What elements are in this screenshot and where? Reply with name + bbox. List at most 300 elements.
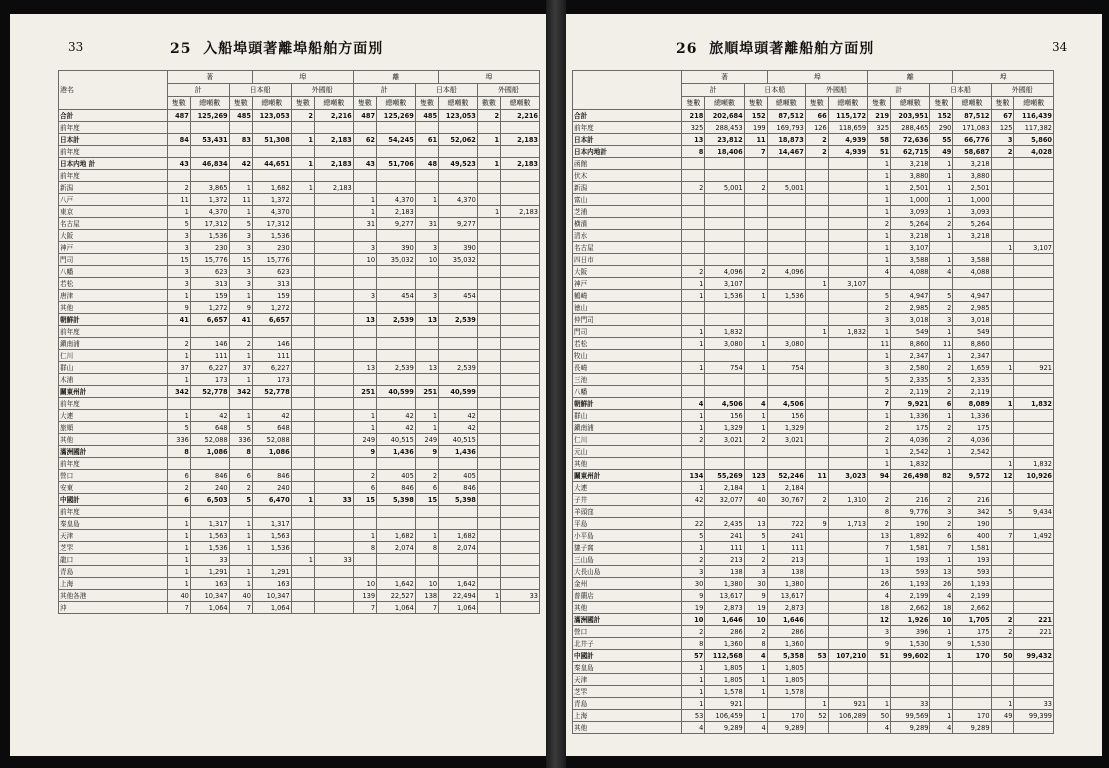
- table-cell: 921: [1014, 362, 1054, 374]
- row-label: 貔子窩: [573, 542, 682, 554]
- table-cell: [1014, 554, 1054, 566]
- group-header: 離: [868, 71, 953, 84]
- table-cell: [682, 506, 705, 518]
- table-cell: 2: [868, 302, 891, 314]
- table-cell: [377, 398, 416, 410]
- table-cell: [314, 338, 353, 350]
- table-row: [573, 242, 1054, 254]
- table-cell: [314, 566, 353, 578]
- table-cell: 18: [930, 602, 953, 614]
- table-cell: 33: [190, 554, 229, 566]
- table-cell: [805, 542, 828, 554]
- table-cell: 1: [167, 350, 190, 362]
- table-cell: 1: [744, 674, 767, 686]
- table-cell: [314, 302, 353, 314]
- table-cell: 2: [805, 494, 828, 506]
- row-label: 其他: [573, 602, 682, 614]
- table-cell: 2: [682, 182, 705, 194]
- table-cell: [991, 686, 1014, 698]
- table-row: [59, 350, 540, 362]
- table-number: 25: [170, 41, 192, 57]
- table-cell: 7: [415, 602, 438, 614]
- table-cell: [167, 122, 190, 134]
- table-title-text: 旅順埠頭著離船舶方面別: [709, 41, 875, 57]
- table-cell: [767, 350, 805, 362]
- table-cell: [805, 506, 828, 518]
- table-cell: 12: [991, 470, 1014, 482]
- table-row: [59, 362, 540, 374]
- table-cell: [415, 170, 438, 182]
- table-cell: 241: [705, 530, 744, 542]
- table-cell: [477, 410, 500, 422]
- table-cell: 2: [167, 482, 190, 494]
- table-cell: [828, 722, 867, 734]
- table-cell: 3: [415, 242, 438, 254]
- row-label: 大連: [573, 482, 682, 494]
- column-header: 總噸數: [252, 97, 291, 110]
- table-cell: 1,536: [767, 290, 805, 302]
- table-cell: 1,926: [891, 614, 930, 626]
- table-row: [573, 506, 1054, 518]
- table-cell: [377, 230, 416, 242]
- table-cell: [415, 182, 438, 194]
- table-cell: 1: [353, 530, 376, 542]
- table-cell: 40,599: [377, 386, 416, 398]
- table-cell: 3: [930, 506, 953, 518]
- table-row: [573, 302, 1054, 314]
- table-cell: 52,088: [252, 434, 291, 446]
- row-label: 滿洲國計: [573, 614, 682, 626]
- table-cell: [291, 506, 314, 518]
- table-cell: [353, 554, 376, 566]
- table-cell: 1: [930, 410, 953, 422]
- table-cell: 3: [744, 566, 767, 578]
- table-cell: [1014, 602, 1054, 614]
- table-cell: 1: [477, 590, 500, 602]
- table-cell: [1014, 446, 1054, 458]
- table-cell: 2: [682, 434, 705, 446]
- table-title-text: 入船埠頭著離埠船舶方面別: [203, 41, 384, 57]
- row-label: 芝浦: [573, 206, 682, 218]
- table-cell: [682, 374, 705, 386]
- table-cell: [828, 638, 867, 650]
- table-cell: [353, 278, 376, 290]
- table-cell: 146: [252, 338, 291, 350]
- table-cell: [991, 338, 1014, 350]
- table-cell: [291, 578, 314, 590]
- table-cell: 2: [744, 434, 767, 446]
- table-cell: 3: [868, 362, 891, 374]
- table-cell: [314, 194, 353, 206]
- table-cell: [805, 242, 828, 254]
- table-cell: [705, 314, 744, 326]
- table-cell: 1,892: [891, 530, 930, 542]
- table-cell: [190, 146, 229, 158]
- column-header: 總噸數: [891, 97, 930, 110]
- table-cell: 15,776: [252, 254, 291, 266]
- table-cell: 99,399: [1014, 710, 1054, 722]
- column-header: 隻數: [868, 97, 891, 110]
- table-cell: 99,569: [891, 710, 930, 722]
- table-cell: 1: [353, 194, 376, 206]
- row-label: 秦皇島: [59, 518, 168, 530]
- table-cell: 11: [229, 194, 252, 206]
- page-number: 34: [1052, 40, 1068, 54]
- table-cell: 2: [868, 422, 891, 434]
- table-cell: [353, 518, 376, 530]
- table-cell: 240: [252, 482, 291, 494]
- table-cell: 22,494: [439, 590, 478, 602]
- table-cell: 216: [953, 494, 991, 506]
- table-cell: 3,880: [891, 170, 930, 182]
- table-cell: 1: [167, 518, 190, 530]
- table-cell: [477, 482, 500, 494]
- table-cell: [477, 554, 500, 566]
- table-cell: 2: [291, 110, 314, 122]
- table-cell: [314, 314, 353, 326]
- column-header: 隻數: [415, 97, 438, 110]
- table-row: [59, 314, 540, 326]
- table-cell: 2: [415, 470, 438, 482]
- table-cell: 163: [190, 578, 229, 590]
- table-cell: 57: [682, 650, 705, 662]
- table-cell: 3: [868, 314, 891, 326]
- table-row: [59, 602, 540, 614]
- table-cell: 1: [868, 242, 891, 254]
- table-cell: 138: [415, 590, 438, 602]
- table-row: [59, 434, 540, 446]
- table-row: [573, 338, 1054, 350]
- table-row: [573, 362, 1054, 374]
- table-cell: 3,023: [828, 470, 867, 482]
- table-cell: 1,372: [190, 194, 229, 206]
- table-cell: [682, 206, 705, 218]
- table-cell: 40,599: [439, 386, 478, 398]
- table-cell: 159: [252, 290, 291, 302]
- table-cell: 1,317: [252, 518, 291, 530]
- table-cell: [828, 530, 867, 542]
- subgroup-header: 日本船: [415, 84, 477, 97]
- table-cell: 52,778: [252, 386, 291, 398]
- table-cell: [291, 302, 314, 314]
- table-cell: [501, 470, 540, 482]
- table-cell: 163: [252, 578, 291, 590]
- table-cell: 193: [891, 554, 930, 566]
- table-cell: 3: [229, 278, 252, 290]
- table-cell: 13: [415, 362, 438, 374]
- table-cell: 2,347: [891, 350, 930, 362]
- table-cell: 485: [229, 110, 252, 122]
- table-cell: [991, 674, 1014, 686]
- table-cell: [805, 602, 828, 614]
- table-cell: [477, 458, 500, 470]
- column-header: 總噸數: [767, 97, 805, 110]
- table-cell: 123,053: [252, 110, 291, 122]
- table-cell: 846: [252, 470, 291, 482]
- table-cell: [1014, 422, 1054, 434]
- table-cell: [477, 266, 500, 278]
- table-cell: 112,568: [705, 650, 744, 662]
- subgroup-header: 外國船: [477, 84, 539, 97]
- table-cell: [314, 398, 353, 410]
- table-cell: 1,317: [190, 518, 229, 530]
- table-cell: 31: [415, 218, 438, 230]
- table-cell: 9: [805, 518, 828, 530]
- table-cell: [415, 506, 438, 518]
- table-cell: [477, 422, 500, 434]
- group-header: 埠: [767, 71, 868, 84]
- table-cell: [291, 194, 314, 206]
- table-cell: [805, 194, 828, 206]
- table-cell: 9,572: [953, 470, 991, 482]
- table-cell: [828, 386, 867, 398]
- table-cell: 4,947: [891, 290, 930, 302]
- table-cell: 1,705: [953, 614, 991, 626]
- table-cell: [805, 158, 828, 170]
- table-cell: 1: [229, 542, 252, 554]
- table-cell: 4: [930, 266, 953, 278]
- table-cell: 111: [190, 350, 229, 362]
- table-row: [59, 122, 540, 134]
- table-cell: 13: [868, 566, 891, 578]
- table-cell: 22,527: [377, 590, 416, 602]
- table-cell: [501, 554, 540, 566]
- table-cell: 190: [953, 518, 991, 530]
- table-cell: [705, 374, 744, 386]
- table-cell: [353, 458, 376, 470]
- table-cell: [767, 278, 805, 290]
- table-cell: 2: [930, 386, 953, 398]
- table-cell: 5: [930, 290, 953, 302]
- table-cell: 1,581: [953, 542, 991, 554]
- table-cell: [477, 230, 500, 242]
- table-cell: 1: [682, 422, 705, 434]
- table-cell: 49: [930, 146, 953, 158]
- row-label: 伏木: [573, 170, 682, 182]
- table-cell: 623: [190, 266, 229, 278]
- table-cell: [805, 458, 828, 470]
- table-cell: 193: [953, 554, 991, 566]
- table-cell: 1: [930, 350, 953, 362]
- table-cell: [291, 566, 314, 578]
- table-cell: 648: [252, 422, 291, 434]
- table-cell: 1: [930, 710, 953, 722]
- table-cell: 10: [744, 614, 767, 626]
- table-cell: 1: [682, 698, 705, 710]
- table-cell: [439, 398, 478, 410]
- table-cell: [744, 446, 767, 458]
- table-cell: [353, 146, 376, 158]
- row-label: 鎭南浦: [573, 422, 682, 434]
- table-cell: 40,515: [439, 434, 478, 446]
- table-cell: 3,021: [705, 434, 744, 446]
- table-row: [59, 182, 540, 194]
- left-page: [10, 14, 546, 756]
- table-cell: 30: [744, 578, 767, 590]
- table-cell: [991, 518, 1014, 530]
- table-cell: 2,335: [953, 374, 991, 386]
- table-cell: [501, 542, 540, 554]
- table-cell: 8,089: [953, 398, 991, 410]
- column-header: 總噸數: [501, 97, 540, 110]
- table-cell: [377, 554, 416, 566]
- table-cell: [291, 434, 314, 446]
- table-cell: [252, 398, 291, 410]
- table-cell: [805, 722, 828, 734]
- table-cell: 117,382: [1014, 122, 1054, 134]
- table-cell: [868, 674, 891, 686]
- table-cell: 1: [930, 326, 953, 338]
- table-row: [573, 170, 1054, 182]
- table-cell: [291, 314, 314, 326]
- table-cell: [767, 194, 805, 206]
- table-cell: [314, 422, 353, 434]
- table-cell: 10,347: [190, 590, 229, 602]
- table-cell: 2,435: [705, 518, 744, 530]
- table-cell: 1: [167, 542, 190, 554]
- table-cell: [439, 278, 478, 290]
- table-cell: 6: [229, 470, 252, 482]
- table-cell: [682, 218, 705, 230]
- table-cell: [477, 494, 500, 506]
- row-label: 徳山: [573, 302, 682, 314]
- table-cell: 2,183: [314, 158, 353, 170]
- row-label: 其他: [59, 302, 168, 314]
- table-cell: 4,939: [828, 134, 867, 146]
- table-cell: 1: [805, 698, 828, 710]
- table-cell: [477, 242, 500, 254]
- table-cell: [805, 230, 828, 242]
- row-label: 門司: [573, 326, 682, 338]
- table-cell: 6: [353, 482, 376, 494]
- table-cell: 87,512: [953, 110, 991, 122]
- table-cell: 1: [229, 182, 252, 194]
- table-row: [573, 578, 1054, 590]
- table-row: [59, 542, 540, 554]
- table-cell: 1,682: [439, 530, 478, 542]
- table-cell: 3,018: [891, 314, 930, 326]
- table-cell: 342: [167, 386, 190, 398]
- table-cell: [353, 182, 376, 194]
- table-cell: [991, 494, 1014, 506]
- row-label: 日本計: [59, 134, 168, 146]
- table-cell: 623: [252, 266, 291, 278]
- subgroup-header: 外國船: [291, 84, 353, 97]
- table-cell: 6,470: [252, 494, 291, 506]
- table-cell: [501, 446, 540, 458]
- table-cell: 4,506: [705, 398, 744, 410]
- table-row: [573, 386, 1054, 398]
- table-cell: 2: [167, 338, 190, 350]
- table-cell: 3,865: [190, 182, 229, 194]
- table-cell: 40: [167, 590, 190, 602]
- table-cell: 1: [868, 698, 891, 710]
- table-cell: 5: [868, 290, 891, 302]
- table-cell: 1: [477, 158, 500, 170]
- table-cell: 1: [229, 578, 252, 590]
- table-cell: 1: [682, 542, 705, 554]
- subgroup-header: 計: [167, 84, 229, 97]
- table-cell: 49: [991, 710, 1014, 722]
- table-cell: [477, 578, 500, 590]
- table-row: [59, 326, 540, 338]
- table-cell: [291, 146, 314, 158]
- table-cell: [767, 242, 805, 254]
- table-row: [573, 398, 1054, 410]
- table-cell: [291, 218, 314, 230]
- table-cell: [805, 614, 828, 626]
- table-cell: 8: [744, 638, 767, 650]
- table-cell: 2,074: [439, 542, 478, 554]
- table-cell: [477, 194, 500, 206]
- header-row: [59, 71, 540, 84]
- table-cell: 6: [930, 530, 953, 542]
- table-cell: [991, 278, 1014, 290]
- table-cell: [744, 350, 767, 362]
- table-cell: [828, 302, 867, 314]
- table-row: [59, 218, 540, 230]
- row-label: 前年度: [59, 326, 168, 338]
- table-cell: 1,000: [953, 194, 991, 206]
- table-cell: [229, 506, 252, 518]
- table-cell: [828, 374, 867, 386]
- table-cell: [439, 122, 478, 134]
- table-cell: 5,860: [1014, 134, 1054, 146]
- table-cell: [828, 338, 867, 350]
- table-cell: [805, 374, 828, 386]
- table-cell: 2: [744, 626, 767, 638]
- table-cell: 4,096: [767, 266, 805, 278]
- table-cell: [501, 266, 540, 278]
- table-cell: 1: [682, 410, 705, 422]
- table-cell: [477, 518, 500, 530]
- table-cell: 4,370: [377, 194, 416, 206]
- table-cell: 221: [1014, 626, 1054, 638]
- row-label: 前年度: [59, 146, 168, 158]
- table-cell: 1: [930, 158, 953, 170]
- table-cell: 17,312: [190, 218, 229, 230]
- table-cell: [314, 254, 353, 266]
- table-cell: [377, 170, 416, 182]
- table-cell: 42: [682, 494, 705, 506]
- table-cell: [953, 698, 991, 710]
- table-cell: [744, 698, 767, 710]
- table-row: [573, 602, 1054, 614]
- table-cell: [705, 350, 744, 362]
- row-label: 前年度: [59, 170, 168, 182]
- table-cell: 169,793: [767, 122, 805, 134]
- table-cell: [477, 218, 500, 230]
- table-cell: [291, 290, 314, 302]
- row-label: 八幡: [59, 266, 168, 278]
- table-row: [573, 266, 1054, 278]
- table-cell: [828, 350, 867, 362]
- table-cell: 5,264: [953, 218, 991, 230]
- table-cell: [377, 506, 416, 518]
- table-cell: 35,032: [377, 254, 416, 266]
- table-cell: 485: [415, 110, 438, 122]
- table-cell: 15: [229, 254, 252, 266]
- table-cell: 6,657: [252, 314, 291, 326]
- table-cell: [439, 554, 478, 566]
- table-cell: [377, 326, 416, 338]
- table-cell: 4: [930, 722, 953, 734]
- table-cell: [291, 590, 314, 602]
- table-cell: [991, 602, 1014, 614]
- table-cell: 4: [868, 590, 891, 602]
- table-cell: [501, 362, 540, 374]
- table-cell: 1,492: [1014, 530, 1054, 542]
